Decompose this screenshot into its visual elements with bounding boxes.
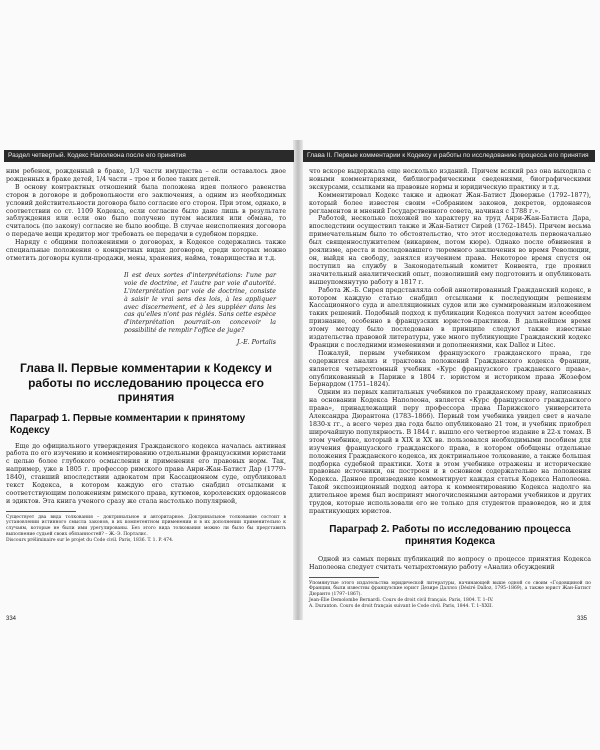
body-paragraph: Комментировал Кодекс также и адвокат Жан-Батист Дювержье (1792–1877), который более известен своим «Собранием законов, декретов, ордонансов регламентов и мнений Государственного совета, начиная с 1788 г.».	[309, 191, 591, 215]
footnote: Jean-Élie Demolombe Bernardi. Cours de droit civil français. Paris, 1804. T. 1–IV.	[309, 597, 494, 603]
body-paragraph: Работой, несколько похожей по характеру на труд Анри-Жан-Батиста Дара, впоследствии осуществил также и Жан-Батист Сирей (1762–1845). Причем весьма примечательным было то обстоятельство, что этот исследователь первоначально был священнослужителем (викарием, потом кюре). Однако после обвинения в роялизме, ареста и последовавшего тюремного заключения во время Революции, он, выйдя на свободу, занялся изучением права. Некоторое время спустя он поступил на службу в Законодательный комитет Конвента, где проявил значительный аналитический опыт, позволивший ему подготовить и опубликовать вышеупомянутую работу в 1817 г.	[309, 215, 591, 286]
section-title: Параграф 1. Первые комментарии к принятому Кодексу	[10, 412, 246, 436]
right-running-head: Глава II. Первые комментарии к Кодексу и работы по исследованию процесса его принятия	[303, 150, 595, 162]
right-page	[303, 150, 595, 630]
body-paragraph: Работа Ж.-Б. Сирея представляла собой аннотированный Гражданский кодекс, в котором каждую статью снабдил отсылками к последующим решениям Кассационного суда и апелляционных судов или же суммированным изложением таких решений. Подобный подход к публикации Кодекса получил затем всеобщее признание, особенно в французских юристов-практиков. В дальнейшем время этому методу было последовано в принципе следуют также известные издательства правовой литературы, уже много публикующие Гражданский кодекс Франции с последними изменениями и дополнениями, как Dalloz и Litec.	[309, 286, 591, 349]
page-number: 335	[576, 616, 587, 622]
book-gutter	[293, 140, 303, 620]
left-page-body	[4, 168, 294, 543]
section-paragraph: Одной из самых первых публикаций по вопросу о процессе принятия Кодекса Наполеона следует считать четырехтомную работу «Анализ обсуждений	[309, 555, 591, 571]
epigraph-source: J.-E. Portalis	[236, 339, 276, 347]
body-paragraph: В основу контрактных отношений была положена идея полного равенства сторон в договоре и добровольности его заключения, а одним из необходимых условий действительности договора было согласие его сторон. При этом, однако, в соответствии со ст. 1109 Кодекса, если согласие было дано лишь в результате заблуждения или если оно было получено путем насилия или обмана, то считалось (по закону) согласие не было вообще. В случае неисполнения договора о передаче вещи кредитор мог требовать ее передачи в судебном порядке.	[6, 183, 286, 239]
left-page	[4, 150, 294, 630]
epigraph-text: Il est deux sortes d'interprétations: l'une par voie de doctrine, et l'autre par voie d'autorité. L'interprétation par voie de doctrine, consiste à saisir le vrai sens des lois, à les appliquer avec discernement, et à les suppléer dans les cas qu'elles n'ont pas réglés. Sans cette espèce d'interprétation pourrait-on concevoir la possibilité de remplir l'office de juge?	[124, 271, 276, 335]
section-title: Параграф 2. Работы по исследованию процесса принятия Кодекса	[329, 523, 571, 547]
body-paragraph: Пожалуй, первым учебником французского гражданского права, где содержится анализ и трактовка положений Гражданского кодекса Франции, является четырехтомный учебник «Курс французского гражданского права», опубликованный в Париже в 1804 г. юристом и историком права Жозефом Бернардом (1751–1824).	[309, 349, 591, 389]
footnote-rule	[6, 511, 76, 512]
footnote: Упомянутые этого издательства юридической литературы, начинающей выше одной со своим «Годовщиной по Франции, были известны французские юрист Дезире Даллоз (Désiré Dalloz, 1795–1869), а также юрист Жан-Батист Дюранто (1797–1867).	[309, 580, 591, 598]
right-page-body	[303, 168, 595, 609]
section-paragraph: Еще до официального утверждения Гражданского кодекса началась активная работа по его изучению и комментированию отдельными французскими юристами с целью более глубокого осмысления и применения его правовых норм. Так, например, уже в 1805 г. профессор римского права Анри-Жан-Батист Дар (1779–1840), ставший впоследствии адвокатом при Кассационном суде, опубликовал текст Кодекса, в котором каждую его статью снабдил отсылками к соответствующим положениям римского права, кутюмов, королевских ордонансов и эдиктов. Эта книга ученого сразу же стала настолько популярной,	[6, 442, 286, 505]
footnote: A. Duranton. Cours de droit français suivant le Code civil. Paris, 1844. T. 1–XXII.	[309, 603, 493, 609]
footnote: Существует два вида толкования – доктринальное и авторитарное. Доктринальное толкование состоит в установлении истинного смысла законов, в их компетентном применении и в их дополнении применительно к случаям, которые не были ими урегулированы. Без этого вида толкования можно ли было бы представить выполнение судьей своих обязанностей? – Ж.-Э. Порталис.	[6, 514, 286, 537]
footnote: Discours préliminaire sur le projet du Code civil. Paris, 1836. T. 1. P. 474.	[6, 537, 174, 543]
epigraph	[124, 272, 276, 347]
footnote-rule	[309, 577, 379, 578]
chapter-title: Глава II. Первые комментарии к Кодексу и работы по исследованию процесса его принятия	[19, 361, 273, 405]
body-paragraph: Одним из первых капитальных учебников по гражданскому праву, написанных на основании Кодекса Наполеона, является «Курс французского гражданского права», принадлежащий перу профессора права Парижского университета Александра Дюрантона (1783–1866). Первый том учебника увидел свет в начале 1830-х гг., а всего через два года было опубликовано 21 том, и учебник приобрел широчайшую популярность. В 1844 г. вышло его четвертое издание в 22-х томах. В этом учебнике, который в XIX и XX вв. пользовался необходимыми пособием для изучения французского гражданского права, в котором обобщены отдельные положения Гражданского кодекса, их доктринальное толкование, а также большая подборка судебной практики. Хотя в этом учебнике отражены и исторические правовые источники, он построен и в основном содержательно на положения Кодекса. Данное произведение комментирует каждая статья Кодекса Наполеона. Такой экспозиционный подход автора к комментированию Кодекса надолго на длительное время был воспринят многочисленными авторами учебников и других трудов, которые использовали его не только для студентов правоведов, но и для практикующих юристов.	[309, 389, 591, 515]
left-running-head: Раздел четвертый. Кодекс Наполеона после его принятия	[4, 150, 294, 162]
body-paragraph: ним ребенок, рожденный в браке, 1/3 части имущества – если оставалось двое рожденных в браке детей, 1/4 части – трое и более таких детей.	[6, 168, 286, 183]
body-paragraph: что вскоре выдержала еще несколько изданий. Причем всякий раз она выходила с новыми комментариями, библиографическими сведениями, биографическими экскурсами, ссылками на правовые нормы и юридическую практику и т.д.	[309, 168, 591, 191]
body-paragraph: Наряду с общими положениями о договорах, в Кодексе содержались также специальные положения о конкретных видах договоров, среди которых можно отметить договоры купли-продажи, мены, хранения, найма, товарищества и т.д.	[6, 239, 286, 262]
page-number: 334	[6, 616, 17, 622]
